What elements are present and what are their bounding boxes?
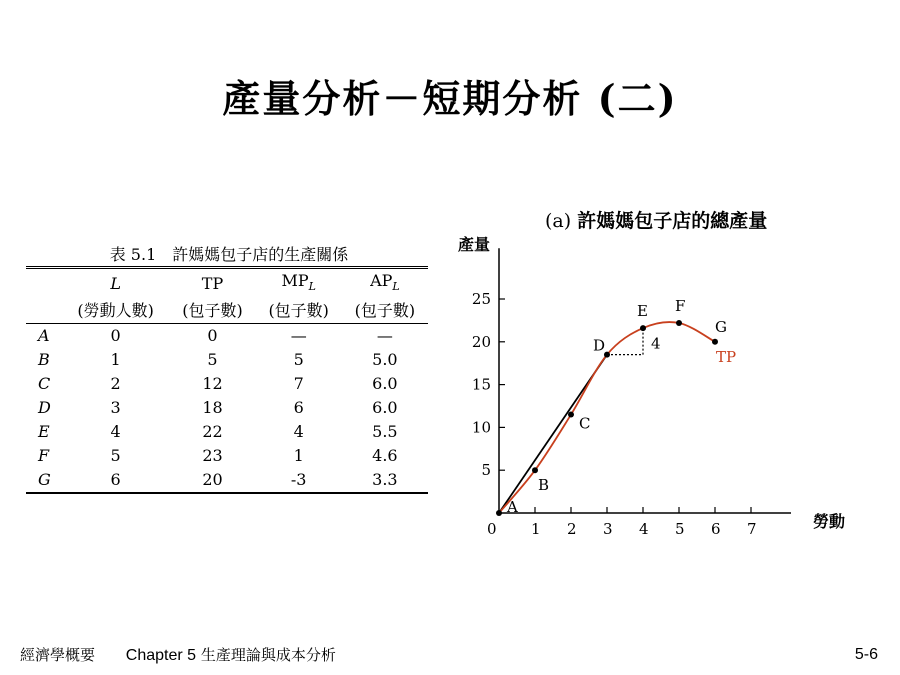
subheader-tp: (包子數)	[169, 299, 255, 324]
slide-title: 產量分析－短期分析 (二)	[222, 76, 678, 121]
row-label: D	[38, 398, 51, 418]
y-tick-label: 25	[471, 290, 491, 308]
chart-title-text: 許媽媽包子店的總產量	[577, 210, 768, 232]
table-cell: 0	[207, 326, 218, 346]
header-ap: $AP_L$	[370, 271, 400, 294]
table-cell: 1	[110, 350, 121, 370]
tp-curve	[499, 322, 715, 513]
x-tick-label: 0	[487, 520, 497, 538]
footer-chapter-title: 生產理論與成本分析	[200, 646, 336, 664]
point-label-c: C	[579, 414, 591, 433]
page-number: 5-6	[854, 646, 878, 663]
row-label: C	[38, 374, 51, 394]
table-cell: 4	[293, 422, 304, 442]
table-cell: 5.5	[372, 422, 398, 442]
row-label: A	[38, 326, 50, 346]
table-cell: 5.0	[372, 350, 398, 370]
point-b	[532, 467, 538, 473]
point-label-d: D	[593, 336, 606, 355]
table-cell: 4.6	[372, 446, 398, 466]
header-labor: L	[110, 274, 121, 294]
y-tick-label: 15	[471, 375, 491, 394]
x-tick-label: 1	[531, 520, 541, 538]
y-tick-label: 5	[481, 461, 491, 480]
table-cell: 1	[293, 446, 304, 466]
table-cell: 2	[110, 374, 121, 394]
point-c	[568, 412, 574, 418]
footer-chapter: Chapter 5	[125, 647, 197, 664]
table-cell: 6.0	[372, 398, 398, 418]
footer-book: 經濟學概要	[20, 646, 96, 664]
x-tick-label: 2	[567, 520, 577, 538]
row-label: G	[38, 470, 51, 490]
table-cell: 20	[202, 470, 223, 490]
chart-title-tag: (a)	[545, 210, 572, 232]
table-cell: 12	[202, 374, 223, 394]
point-e	[640, 325, 646, 331]
mp-step-dotted	[607, 328, 643, 355]
table-cell: 6	[110, 470, 121, 490]
point-label-e: E	[637, 302, 648, 321]
point-f	[676, 320, 682, 326]
mp-step-label: 4	[651, 334, 661, 353]
row-label: F	[38, 446, 50, 466]
point-label-a: A	[507, 498, 518, 516]
table-cell: 5	[293, 350, 304, 370]
x-tick-label: 3	[603, 520, 613, 538]
subheader-ap: (包子數)	[342, 299, 428, 324]
x-tick-label: 5	[675, 520, 685, 538]
table-cell: -3	[290, 470, 307, 490]
point-label-f: F	[675, 296, 686, 315]
table-cell: 4	[110, 422, 121, 442]
point-g	[712, 339, 718, 345]
table-cell: —	[376, 326, 393, 346]
table-cell: 5	[110, 446, 121, 466]
table-cell: 3	[110, 398, 121, 418]
point-a	[496, 510, 502, 516]
table-cell: 5	[207, 350, 218, 370]
y-tick-label: 20	[471, 332, 491, 351]
table-cell: 3.3	[372, 470, 398, 490]
table-cell: 22	[202, 422, 223, 442]
series-label-tp: TP	[716, 347, 737, 366]
x-tick-label: 6	[711, 520, 721, 538]
table-caption: 表 5.1 許媽媽包子店的生產關係	[109, 245, 349, 264]
point-label-g: G	[715, 317, 727, 336]
header-mp: $MP_L$	[281, 271, 316, 294]
row-label: B	[38, 350, 50, 370]
subheader-labor: (勞動人數)	[62, 299, 170, 324]
y-axis-label: 產量	[458, 235, 491, 254]
x-axis-label: 勞動	[813, 512, 846, 531]
table-cell: 6	[293, 398, 304, 418]
y-tick-label: 10	[471, 418, 491, 437]
footer-left	[20, 644, 336, 665]
header-tp: TP	[201, 274, 224, 294]
x-tick-label: 7	[747, 520, 757, 538]
row-label: E	[38, 422, 50, 442]
table-cell: 23	[202, 446, 223, 466]
table-cell: 7	[293, 374, 304, 394]
x-tick-label: 4	[639, 520, 649, 538]
table-cell: —	[290, 326, 307, 346]
point-label-b: B	[538, 476, 550, 495]
table-cell: 18	[202, 398, 223, 418]
table-cell: 0	[110, 326, 121, 346]
subheader-mp: (包子數)	[256, 299, 342, 324]
table-cell: 6.0	[372, 374, 398, 394]
